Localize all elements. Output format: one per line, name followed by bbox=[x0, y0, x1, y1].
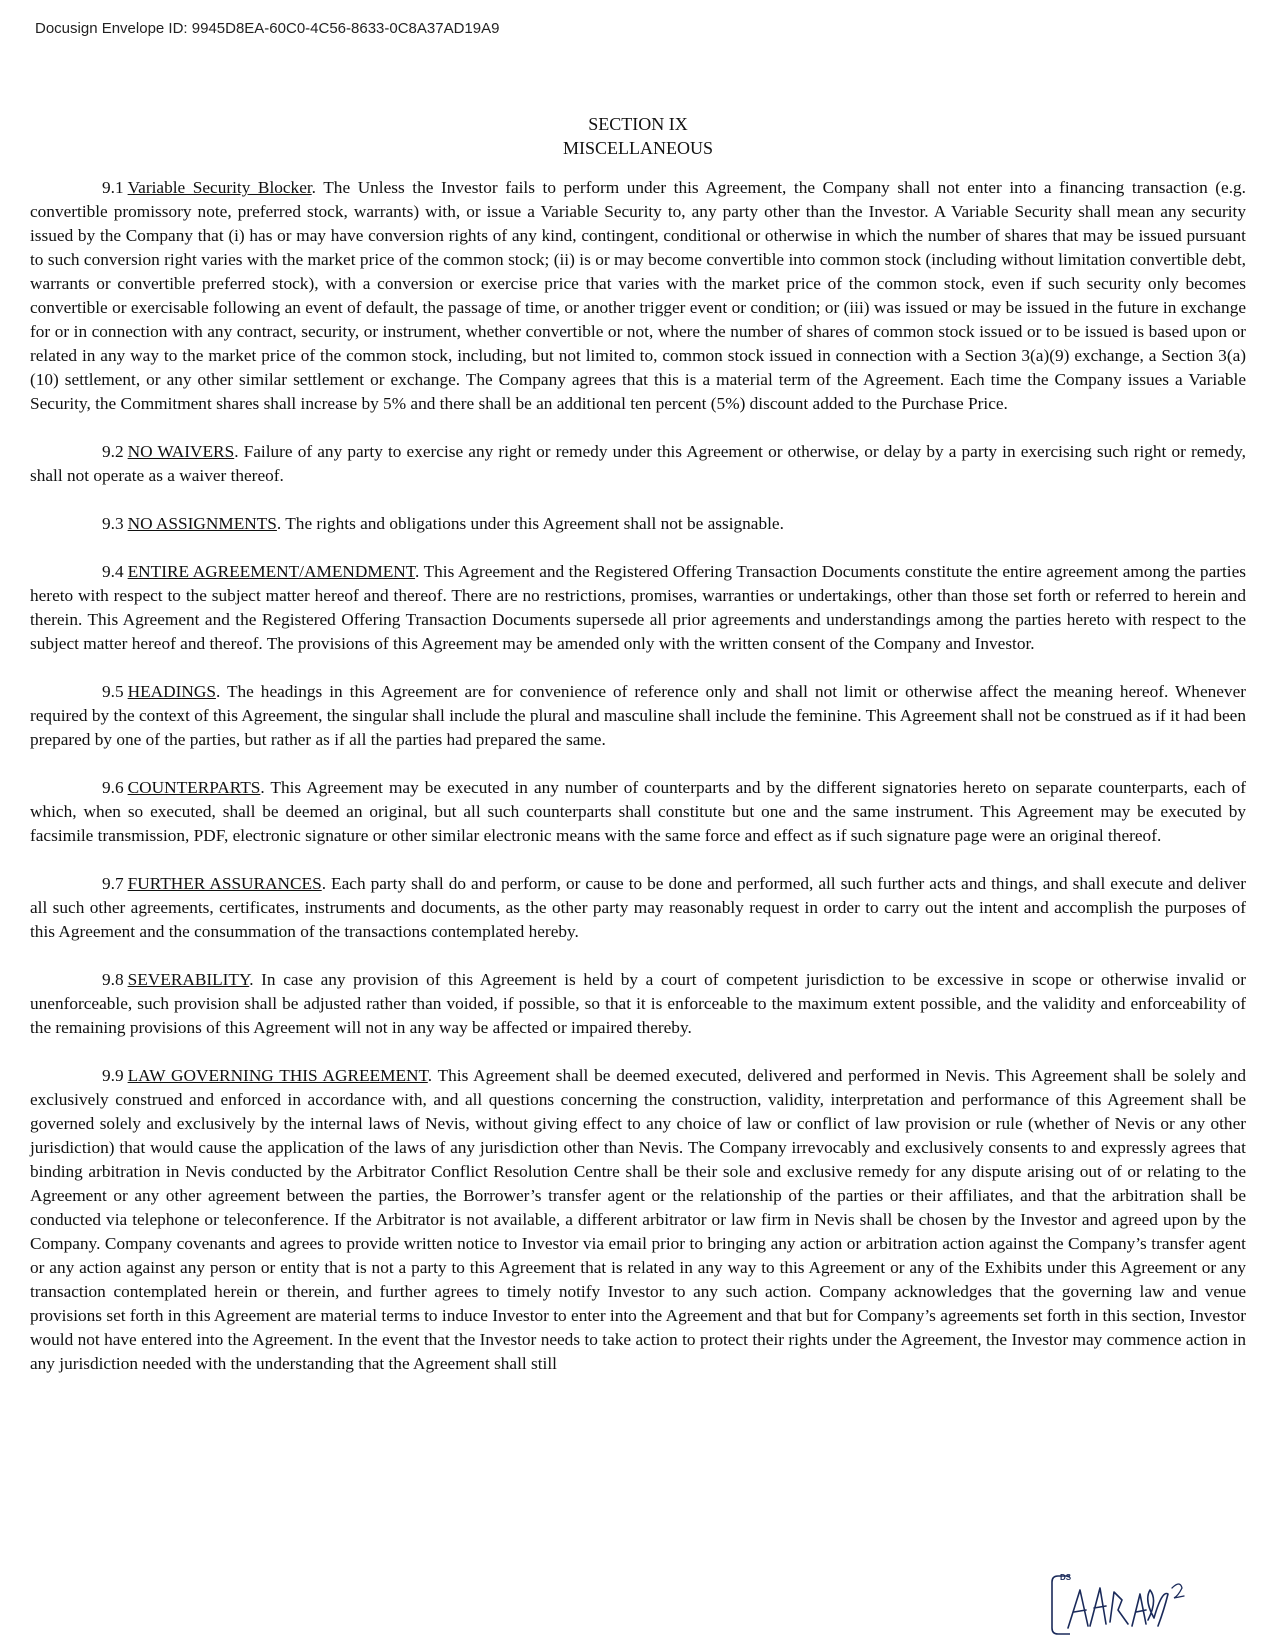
clause-heading: SEVERABILITY bbox=[127, 970, 250, 989]
clause-number: 9.3 bbox=[102, 514, 124, 533]
clause-9-1 bbox=[30, 176, 1246, 416]
clause-heading: NO ASSIGNMENTS bbox=[127, 514, 277, 533]
clause-body: . The Unless the Investor fails to perform under this Agreement, the Company shall not enter into a financing transaction (e.g. convertible promissory note, preferred stock, warrants) with, or issue a Variable Security to, any party other than the Investor. A Variable Security shall mean any security issued by the Company that (i) has or may have conversion rights of any kind, contingent, conditional or otherwise in which the number of shares that may be issued pursuant to such conversion right varies with the market price of the common stock; (ii) is or may become convertible into common stock (including without limitation convertible debt, warrants or convertible preferred stock), with a conversion or exercise price that varies with the market price of the common stock, even if such security only becomes convertible or exercisable following an event of default, the passage of time, or another trigger event or condition; or (iii) was issued or may be issued in the future in exchange for or in connection with any contract, security, or instrument, whether convertible or not, where the number of shares of common stock issued or to be issued is based upon or related in any way to the market price of the common stock, including, but not limited to, common stock issued in connection with a Section 3(a)(9) exchange, a Section 3(a)(10) settlement, or any other similar settlement or exchange. The Company agrees that this is a material term of the Agreement. Each time the Company issues a Variable Security, the Commitment shares shall increase by 5% and there shall be an additional ten percent (5%) discount added to the Purchase Price. bbox=[30, 178, 1246, 413]
document-page bbox=[30, 112, 1246, 1400]
clause-body: . In case any provision of this Agreement is held by a court of competent jurisdiction to be excessive in scope or otherwise invalid or unenforceable, such provision shall be adjusted rather than voided, if possible, so that it is enforceable to the maximum extent possible, and the validity and enforceability of the remaining provisions of this Agreement will not in any way be affected or impaired thereby. bbox=[30, 970, 1246, 1037]
section-heading bbox=[30, 112, 1246, 160]
clause-heading: Variable Security Blocker bbox=[127, 178, 312, 197]
clause-9-6 bbox=[30, 776, 1246, 848]
clause-9-2 bbox=[30, 440, 1246, 488]
clause-9-9 bbox=[30, 1064, 1246, 1376]
clause-number: 9.2 bbox=[102, 442, 124, 461]
clause-heading: LAW GOVERNING THIS AGREEMENT bbox=[127, 1066, 428, 1085]
clause-number: 9.6 bbox=[102, 778, 124, 797]
clause-number: 9.9 bbox=[102, 1066, 124, 1085]
clause-number: 9.5 bbox=[102, 682, 124, 701]
signature-icon bbox=[1050, 1570, 1210, 1640]
clause-heading: HEADINGS bbox=[127, 682, 216, 701]
section-subtitle: MISCELLANEOUS bbox=[562, 138, 713, 158]
docusign-initials bbox=[1050, 1570, 1210, 1640]
section-title: SECTION IX bbox=[588, 114, 688, 134]
clause-heading: ENTIRE AGREEMENT/AMENDMENT bbox=[127, 562, 416, 581]
clause-number: 9.1 bbox=[102, 178, 124, 197]
clause-body: . This Agreement shall be deemed executed, delivered and performed in Nevis. This Agreement shall be solely and exclusively construed and enforced in accordance with, and all questions concerning the construction, validity, interpretation and performance of this Agreement shall be governed solely and exclusively by the internal laws of Nevis, without giving effect to any choice of law or conflict of law provision or rule (whether of Nevis or any other jurisdiction) that would cause the application of the laws of any jurisdiction other than Nevis. The Company irrevocably and exclusively consents to and expressly agrees that binding arbitration in Nevis conducted by the Arbitrator Conflict Resolution Centre shall be their sole and exclusive remedy for any dispute arising out of or relating to the Agreement or any other agreement between the parties, the Borrower’s transfer agent or the relationship of the parties or their affiliates, and that the arbitration shall be conducted via telephone or teleconference. If the Arbitrator is not available, a different arbitrator or law firm in Nevis shall be chosen by the Investor and agreed upon by the Company. Company covenants and agrees to provide written notice to Investor via email prior to bringing any action or arbitration action against the Company’s transfer agent or any action against any person or entity that is not a party to this Agreement that is related in any way to this Agreement or any of the Exhibits under this Agreement or any transaction contemplated herein or therein, and further agrees to timely notify Investor to any such action. Company acknowledges that the governing law and venue provisions set forth in this Agreement are material terms to induce Investor to enter into the Agreement and that but for Company’s agreements set forth in this section, Investor would not have entered into the Agreement. In the event that the Investor needs to take action to protect their rights under the Agreement, the Investor may commence action in any jurisdiction needed with the understanding that the Agreement shall still bbox=[30, 1066, 1246, 1373]
clause-body: . The rights and obligations under this Agreement shall not be assignable. bbox=[276, 514, 784, 533]
clause-9-5 bbox=[30, 680, 1246, 752]
clause-heading: COUNTERPARTS bbox=[127, 778, 261, 797]
clause-heading: FURTHER ASSURANCES bbox=[127, 874, 322, 893]
clause-body: . Each party shall do and perform, or cause to be done and performed, all such further acts and things, and shall execute and deliver all such other agreements, certificates, instruments and documents, as the other party may reasonably request in order to carry out the intent and accomplish the purposes of this Agreement and the consummation of the transactions contemplated hereby. bbox=[30, 874, 1246, 941]
ds-badge: DS bbox=[1060, 1573, 1072, 1582]
clause-body: . The headings in this Agreement are for convenience of reference only and shall not limit or otherwise affect the meaning hereof. Whenever required by the context of this Agreement, the singular shall include the plural and masculine shall include the feminine. This Agreement shall not be construed as if it had been prepared by one of the parties, but rather as if all the parties had prepared the same. bbox=[30, 682, 1246, 749]
clause-body: . This Agreement and the Registered Offering Transaction Documents constitute the entire agreement among the parties hereto with respect to the subject matter hereof and thereof. There are no restrictions, promises, warranties or undertakings, other than those set forth or referred to herein and therein. This Agreement and the Registered Offering Transaction Documents supersede all prior agreements and understandings among the parties hereto with respect to the subject matter hereof and thereof. The provisions of this Agreement may be amended only with the written consent of the Company and Investor. bbox=[30, 562, 1246, 653]
clause-9-7 bbox=[30, 872, 1246, 944]
clause-body: . This Agreement may be executed in any number of counterparts and by the different signatories hereto on separate counterparts, each of which, when so executed, shall be deemed an original, but all such counterparts shall constitute but one and the same instrument. This Agreement may be executed by facsimile transmission, PDF, electronic signature or other similar electronic means with the same force and effect as if such signature page were an original thereof. bbox=[30, 778, 1246, 845]
clause-9-4 bbox=[30, 560, 1246, 656]
clause-body: . Failure of any party to exercise any right or remedy under this Agreement or otherwise, or delay by a party in exercising such right or remedy, shall not operate as a waiver thereof. bbox=[30, 442, 1247, 485]
docusign-envelope-id: Docusign Envelope ID: 9945D8EA-60C0-4C56-8633-0C8A37AD19A9 bbox=[35, 20, 500, 37]
clause-9-8 bbox=[30, 968, 1246, 1040]
clause-number: 9.7 bbox=[102, 874, 124, 893]
clause-number: 9.8 bbox=[102, 970, 124, 989]
clause-9-3 bbox=[30, 512, 1246, 536]
clause-number: 9.4 bbox=[102, 562, 124, 581]
clause-heading: NO WAIVERS bbox=[127, 442, 235, 461]
